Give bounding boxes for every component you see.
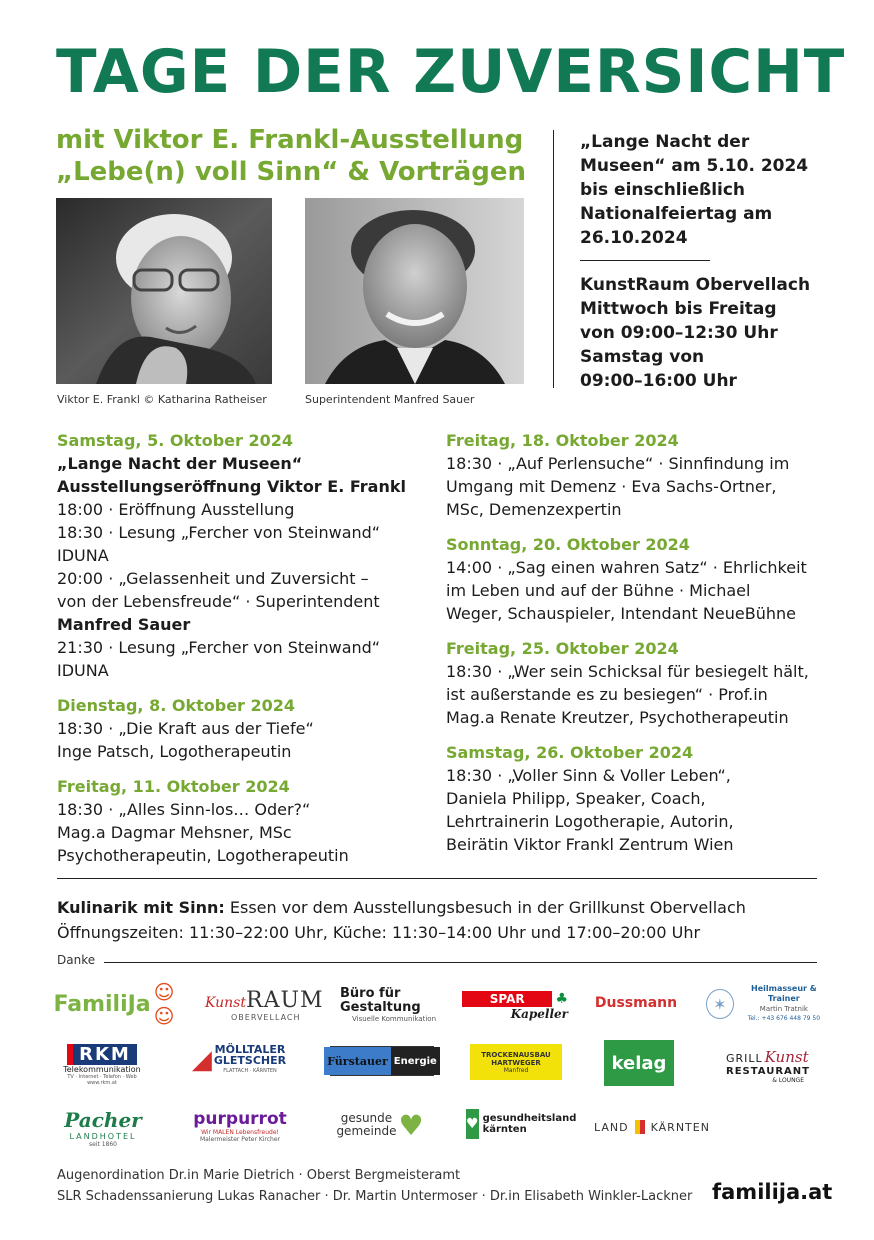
logo-land-kaernten	[594, 1116, 710, 1138]
logo-text: FamiliJa	[53, 991, 151, 1017]
logo-kunstraum	[205, 984, 324, 1026]
carinthia-flag-icon	[635, 1120, 645, 1134]
heart-icon: ♥	[398, 1108, 424, 1142]
logo-text: LANDHOTEL	[69, 1132, 137, 1141]
event-line: 18:00 · Eröffnung Ausstellung	[57, 500, 295, 519]
logo-text: Dussmann	[594, 995, 678, 1011]
info-line: 26.10.2024	[580, 228, 688, 248]
info-line: Mittwoch bis Freitag	[580, 299, 777, 319]
vertical-divider	[553, 130, 554, 388]
logo-text-block	[214, 1044, 286, 1077]
event-line: IDUNA	[57, 546, 109, 565]
spar-bar	[462, 991, 568, 1007]
logo-text: Malermeister Peter Kircher	[199, 1136, 281, 1143]
logo-fuerstauer-energie	[327, 1046, 437, 1076]
logo-text: SPAR	[462, 991, 552, 1007]
event-line: 18:30 · „Die Kraft aus der Tiefe“	[57, 719, 314, 738]
event-line: 20:00 · „Gelassenheit und Zuversicht –	[57, 569, 369, 588]
logo-text: RAUM	[246, 988, 324, 1013]
event-date: Freitag, 18. Oktober 2024	[446, 431, 679, 450]
logo-text: Kapeller	[510, 1007, 568, 1021]
photo-manfred-sauer	[305, 198, 524, 384]
logo-pacher-landhotel	[62, 1102, 144, 1154]
logo-gesundheitsland-kaernten	[466, 1106, 577, 1142]
logo-text: kärnten	[482, 1124, 527, 1135]
logo-text-block	[738, 984, 830, 1024]
logo-text: MÖLLTALER	[214, 1042, 286, 1056]
event-line: Weger, Schauspieler, Intendant NeueBühne	[446, 604, 796, 623]
info-line: Nationalfeiertag am	[580, 204, 773, 224]
logo-text: Heilmasseur & Trainer	[751, 984, 817, 1003]
event-date: Sonntag, 20. Oktober 2024	[446, 535, 690, 554]
logo-heilmasseur	[706, 984, 830, 1024]
logo-text: gesundheitsland	[482, 1113, 577, 1124]
logo-kelag	[604, 1040, 674, 1086]
footer-website: familija.at	[712, 1180, 833, 1204]
logo-rkm	[62, 1040, 142, 1090]
family-figures-icon: ☺☺	[153, 980, 175, 1028]
logo-gesunde-gemeinde	[334, 1106, 426, 1144]
program-event	[446, 637, 836, 729]
page-title: TAGE DER ZUVERSICHT	[56, 37, 846, 107]
photo-viktor-frankl	[56, 198, 272, 384]
event-line: IDUNA	[57, 661, 109, 680]
logo-text	[726, 1047, 809, 1066]
logo-grillkunst	[726, 1040, 812, 1090]
logo-text: FLATTACH · KÄRNTEN	[223, 1067, 277, 1074]
logo-text-block	[336, 1112, 396, 1138]
logo-trockenausbau-hartweger	[470, 1044, 562, 1080]
logo-text: Kunst	[205, 995, 246, 1011]
kulinarik-label: Kulinarik mit Sinn:	[57, 898, 225, 917]
event-line: Beirätin Viktor Frankl Zentrum Wien	[446, 835, 734, 854]
logo-text: RESTAURANT	[726, 1065, 810, 1077]
info-divider	[580, 260, 710, 261]
logo-spar-kapeller	[462, 990, 568, 1022]
event-line: ist außerstande es zu besiegen“ · Prof.in	[446, 685, 768, 704]
logo-text: GRILL	[726, 1051, 763, 1065]
logo-buero-fuer-gestaltung	[340, 984, 440, 1026]
event-line: 18:30 · „Alles Sinn-los… Oder?“	[57, 800, 311, 819]
event-line: 18:30 · „Voller Sinn & Voller Leben“,	[446, 766, 731, 785]
logo-familija	[53, 980, 175, 1028]
info-line: von 09:00–12:30 Uhr	[580, 323, 778, 343]
event-line: 21:30 · Lesung „Fercher von Steinwand“	[57, 638, 381, 657]
event-line: „Lange Nacht der Museen“	[57, 454, 303, 473]
heilmasseur-emblem-icon: ✶	[706, 989, 734, 1019]
event-date: Freitag, 11. Oktober 2024	[57, 777, 290, 796]
logo-text: gemeinde	[336, 1124, 397, 1138]
logo-text: TV · Internet · Telefon · Web	[67, 1074, 137, 1080]
logo-text	[205, 988, 324, 1013]
logo-text: Energie	[391, 1047, 440, 1075]
kulinarik-hours: Öffnungszeiten: 11:30–22:00 Uhr, Küche: 11:30–14:00 Uhr und 17:00–20:00 Uhr	[57, 923, 701, 942]
mountain-icon: ◢	[191, 1045, 212, 1075]
info-line: Museen“ am 5.10. 2024	[580, 156, 809, 176]
kulinarik-line	[57, 895, 837, 920]
logo-text: seit 1860	[88, 1141, 117, 1148]
logo-text: www.rkm.at	[87, 1080, 117, 1086]
subtitle-line: mit Viktor E. Frankl-Ausstellung	[56, 125, 524, 155]
spar-tree-icon: ♣	[555, 991, 568, 1007]
logo-text: & LOUNGE	[772, 1076, 804, 1084]
logo-text: HARTWEGER	[491, 1058, 541, 1067]
event-date: Dienstag, 8. Oktober 2024	[57, 696, 296, 715]
program-event	[57, 694, 432, 763]
event-line: Inge Patsch, Logotherapeutin	[57, 742, 292, 761]
logo-text: kelag	[611, 1052, 667, 1074]
info-box	[580, 130, 840, 393]
logo-text: OBERVELLACH	[231, 1013, 301, 1022]
logo-text: GLETSCHER	[213, 1053, 287, 1067]
logo-dussmann	[590, 992, 682, 1014]
program-event	[57, 775, 432, 867]
logo-text-block	[483, 1113, 577, 1135]
info-line: KunstRaum Obervellach	[580, 275, 811, 295]
logo-text: Fürstauer	[324, 1047, 391, 1075]
event-line: Ausstellungseröffnung Viktor E. Frankl	[57, 477, 406, 496]
logo-moelltaler-gletscher	[180, 1042, 298, 1078]
event-line: von der Lebensfreude“ · Superintendent	[57, 592, 380, 611]
kulinarik-text: Essen vor dem Ausstellungsbesuch in der Grillkunst Obervellach	[224, 898, 746, 917]
logo-text: gesunde	[340, 1111, 393, 1125]
subtitle-line: „Lebe(n) voll Sinn“ & Vorträgen	[56, 157, 527, 187]
photo-caption: Viktor E. Frankl © Katharina Ratheiser	[57, 393, 267, 406]
sponsors-header	[57, 953, 817, 971]
logo-text: TROCKENAUSBAU	[481, 1050, 551, 1059]
event-line: 18:30 · „Auf Perlensuche“ · Sinnfindung im	[446, 454, 790, 473]
info-line: bis einschließlich	[580, 180, 746, 200]
event-line: Lehrtrainerin Logotherapie, Autorin,	[446, 812, 734, 831]
program-column-right	[446, 429, 836, 868]
portrait-sauer-illustration	[305, 198, 524, 384]
footer-thanks-line: Augenordination Dr.in Marie Dietrich · Oberst Bergmeisteramt	[57, 1168, 461, 1183]
event-line: Mag.a Renate Kreutzer, Psychotherapeutin	[446, 708, 789, 727]
program-event	[57, 429, 432, 682]
logo-text: Kunst	[764, 1047, 809, 1066]
footer-thanks	[57, 1165, 692, 1207]
event-date: Samstag, 5. Oktober 2024	[57, 431, 294, 450]
section-divider	[57, 878, 817, 879]
info-venue	[580, 273, 840, 393]
program-event	[446, 429, 836, 521]
kulinarik-info	[57, 895, 837, 945]
info-line: 09:00–16:00 Uhr	[580, 371, 737, 391]
event-line: Manfred Sauer	[57, 615, 191, 634]
event-line: MSc, Demenzexpertin	[446, 500, 622, 519]
event-line: Daniela Philipp, Speaker, Coach,	[446, 789, 706, 808]
logo-text: Telekommunikation	[63, 1065, 141, 1074]
logo-text: Wir MALEN Lebensfreude!	[201, 1129, 279, 1136]
logo-text: LAND	[594, 1120, 629, 1134]
event-line: 18:30 · „Wer sein Schicksal für besiegelt hält,	[446, 662, 809, 681]
photo-caption: Superintendent Manfred Sauer	[305, 393, 475, 406]
logo-text: purpurrot	[193, 1109, 287, 1129]
subtitle	[56, 124, 526, 188]
info-line: „Lange Nacht der	[580, 132, 750, 152]
program-event	[446, 533, 836, 625]
logo-text: RKM	[67, 1044, 137, 1065]
logo-text: Gestaltung	[340, 1000, 421, 1015]
sponsors-divider	[104, 962, 817, 963]
logo-text: KÄRNTEN	[650, 1120, 710, 1134]
logo-text: Martin Tratnik	[759, 1005, 808, 1013]
event-line: 18:30 · Lesung „Fercher von Steinwand“	[57, 523, 381, 542]
logo-text: Pacher	[64, 1108, 142, 1132]
footer-thanks-line: SLR Schadenssanierung Lukas Ranacher · Dr. Martin Untermoser · Dr.in Elisabeth Winkler-Lackner	[57, 1189, 693, 1204]
program-event	[446, 741, 836, 856]
event-line: Umgang mit Demenz · Eva Sachs-Ortner,	[446, 477, 777, 496]
event-line: im Leben und auf der Bühne · Michael	[446, 581, 751, 600]
program-column-left	[57, 429, 432, 879]
logo-text: Manfred	[503, 1066, 529, 1074]
portrait-frankl-illustration	[56, 198, 272, 384]
logo-text: Tel.: +43 676 448 79 50	[747, 1015, 821, 1022]
gesundheitsland-emblem-icon: ♥	[466, 1109, 479, 1139]
event-line: Mag.a Dagmar Mehsner, MSc	[57, 823, 292, 842]
info-line: Samstag von	[580, 347, 705, 367]
sponsors-label: Danke	[57, 953, 96, 967]
event-date: Samstag, 26. Oktober 2024	[446, 743, 694, 762]
event-line: 14:00 · „Sag einen wahren Satz“ · Ehrlichkeit	[446, 558, 807, 577]
logo-text: Visuelle Kommunikation	[352, 1015, 436, 1023]
event-line: Psychotherapeutin, Logotherapeutin	[57, 846, 349, 865]
logo-purpurrot	[192, 1106, 288, 1146]
event-date: Freitag, 25. Oktober 2024	[446, 639, 679, 658]
logo-text: Büro für	[340, 986, 401, 1001]
info-dates	[580, 130, 840, 250]
